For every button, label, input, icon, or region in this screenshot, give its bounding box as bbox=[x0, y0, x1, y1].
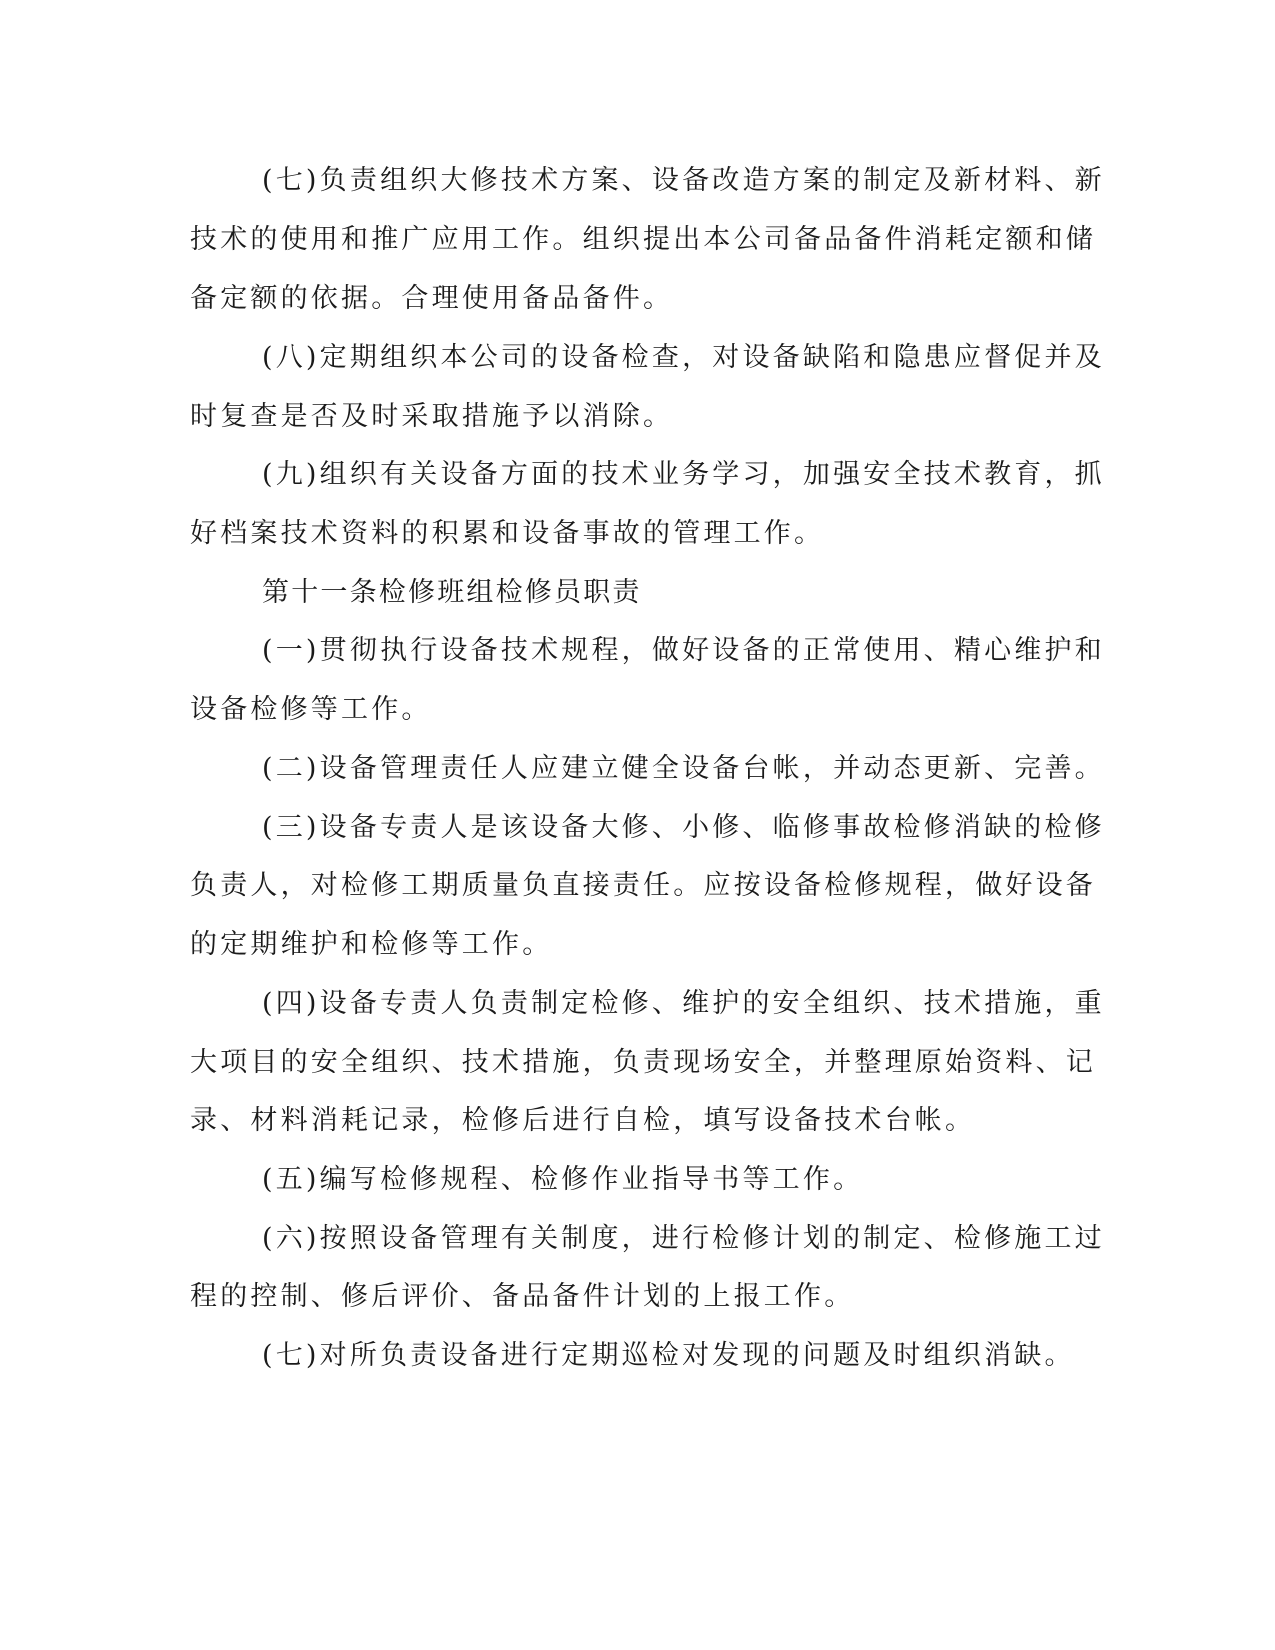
paragraph-line: (六)按照设备管理有关制度，进行检修计划的制定、检修施工过 bbox=[262, 1223, 1105, 1254]
paragraph-line: (三)设备专责人是该设备大修、小修、临修事故检修消缺的检修 bbox=[262, 812, 1105, 843]
section-heading: 第十一条检修班组检修员职责 bbox=[262, 577, 642, 608]
paragraph-line: (八)定期组织本公司的设备检查，对设备缺陷和隐患应督促并及 bbox=[262, 342, 1105, 373]
paragraph-line: (七)对所负责设备进行定期巡检对发现的问题及时组织消缺。 bbox=[262, 1340, 1075, 1371]
paragraph-line: (四)设备专责人负责制定检修、维护的安全组织、技术措施，重 bbox=[262, 988, 1105, 1019]
paragraph-line: 好档案技术资料的积累和设备事故的管理工作。 bbox=[190, 518, 825, 549]
paragraph-line: (二)设备管理责任人应建立健全设备台帐，并动态更新、完善。 bbox=[262, 753, 1105, 784]
paragraph-line: 大项目的安全组织、技术措施，负责现场安全，并整理原始资料、记 bbox=[190, 1047, 1096, 1078]
paragraph-line: 设备检修等工作。 bbox=[190, 694, 432, 725]
paragraph-line: 技术的使用和推广应用工作。组织提出本公司备品备件消耗定额和储 bbox=[190, 224, 1096, 255]
paragraph-line: 时复查是否及时采取措施予以消除。 bbox=[190, 401, 674, 432]
paragraph-line: 负责人，对检修工期质量负直接责任。应按设备检修规程，做好设备 bbox=[190, 870, 1096, 901]
paragraph-line: (一)贯彻执行设备技术规程，做好设备的正常使用、精心维护和 bbox=[262, 635, 1105, 666]
paragraph-line: 备定额的依据。合理使用备品备件。 bbox=[190, 283, 674, 314]
paragraph-line: 的定期维护和检修等工作。 bbox=[190, 929, 553, 960]
paragraph-line: (九)组织有关设备方面的技术业务学习，加强安全技术教育，抓 bbox=[262, 459, 1105, 490]
paragraph-line: (七)负责组织大修技术方案、设备改造方案的制定及新材料、新 bbox=[262, 165, 1105, 196]
paragraph-line: 程的控制、修后评价、备品备件计划的上报工作。 bbox=[190, 1281, 855, 1312]
paragraph-line: (五)编写检修规程、检修作业指导书等工作。 bbox=[262, 1164, 864, 1195]
paragraph-line: 录、材料消耗记录，检修后进行自检，填写设备技术台帐。 bbox=[190, 1105, 976, 1136]
